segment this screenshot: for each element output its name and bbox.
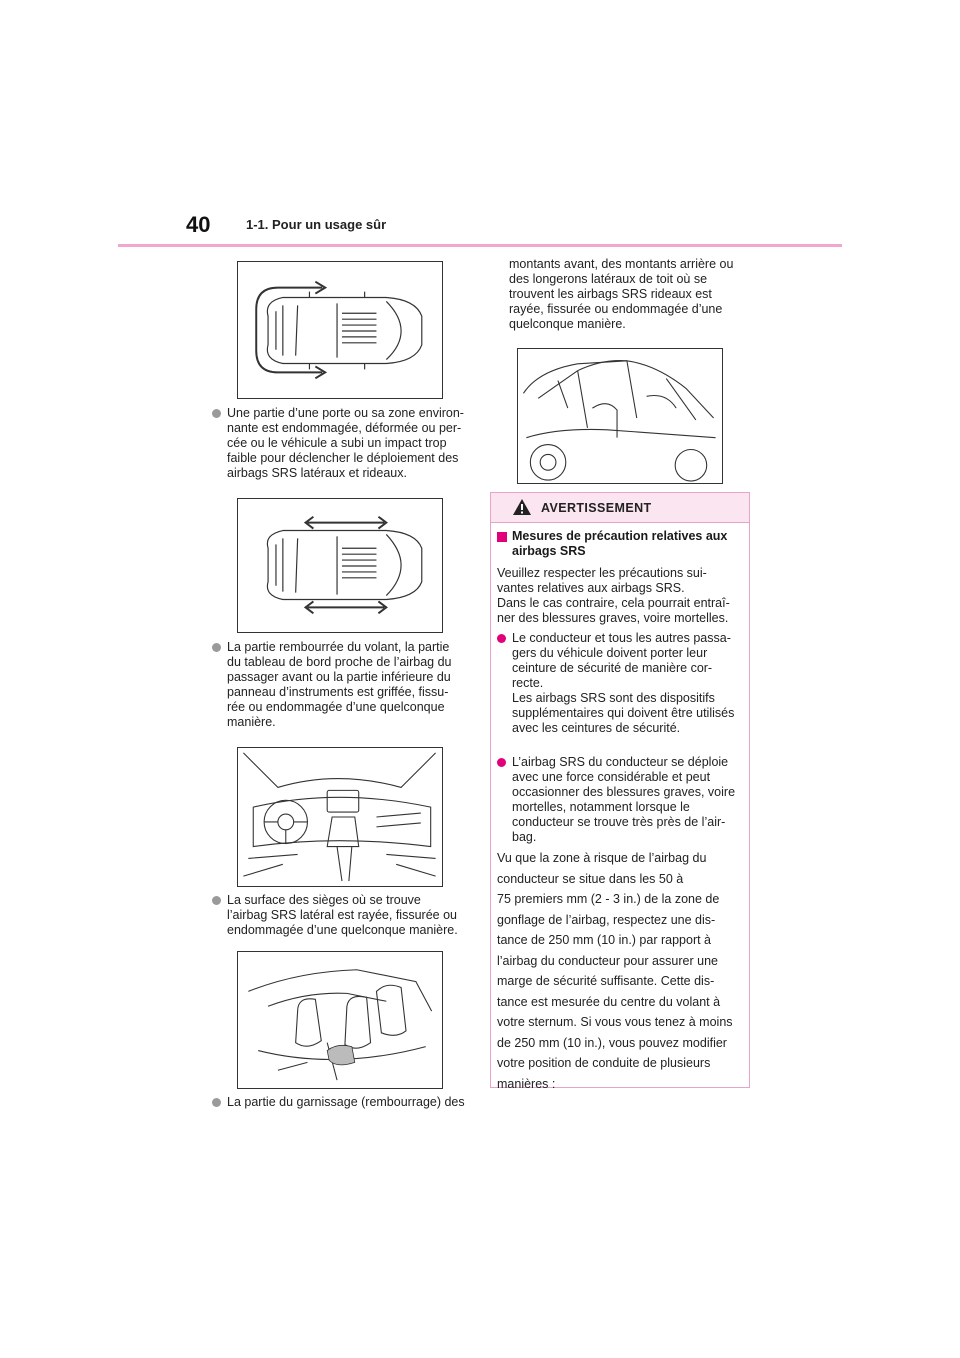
line: quelconque manière. [509, 317, 626, 331]
line: montants avant, des montants arrière ou [509, 257, 734, 271]
warning-bullet-driver-airbag [497, 755, 747, 845]
line: manières : [497, 1076, 556, 1091]
warning-title: AVERTISSEMENT [541, 501, 652, 515]
bullet-dot [212, 409, 221, 418]
line: La partie du garnissage (rembourrage) des [227, 1095, 465, 1109]
line: mortelles, notamment lorsque le [512, 800, 690, 814]
line: trouvent les airbags SRS rideaux est [509, 287, 712, 301]
page-number: 40 [186, 212, 211, 237]
line: marge de sécurité suffisante. Cette dis- [497, 974, 715, 988]
line: panneau d’instruments est griffée, fissu- [227, 685, 449, 699]
line: votre position de conduite de plusieurs [497, 1056, 711, 1070]
line: recte. [512, 676, 544, 690]
line: Le conducteur et tous les autres passa- [512, 631, 731, 645]
warning-intro [497, 566, 747, 626]
pillar-trim-continuation [509, 257, 749, 332]
line: tance de 250 mm (10 in.) par rapport à [497, 933, 712, 947]
figure-car-pillars [517, 348, 723, 484]
line: cée ou le véhicule a subi un impact trop [227, 436, 447, 450]
section-title: 1-1. Pour un usage sûr [246, 217, 387, 232]
line: conducteur se situe dans les 50 à [497, 871, 684, 886]
line: l’airbag du conducteur pour assurer une [497, 953, 718, 968]
line: conducteur se trouve très près de l’air- [512, 815, 726, 829]
line: avec les ceintures de sécurité. [512, 721, 681, 735]
line: Mesures de précaution relatives aux [512, 529, 728, 543]
line: passager avant ou la partie inférieure du [227, 670, 451, 684]
line: votre sternum. Si vous vous tenez à moins [497, 1015, 733, 1029]
line: Dans le cas contraire, cela pourrait entraî- [497, 596, 730, 610]
line: 75 premiers mm (2 - 3 in.) de la zone de [497, 892, 720, 906]
line: faible pour déclencher le déploiement des [227, 451, 459, 465]
bullet-dot [212, 643, 221, 652]
line: occasionner des blessures graves, voire [512, 785, 736, 799]
figure-interior-seats [237, 951, 443, 1089]
bullet-dot [212, 1098, 221, 1107]
heading-square-icon [497, 532, 507, 542]
line: ceinture de sécurité de manière cor- [512, 661, 713, 675]
header-rule [118, 244, 842, 247]
line: nante est endommagée, déformée ou per- [227, 421, 462, 435]
warning-bullet-seatbelt [497, 631, 747, 736]
line: rée ou endommagée d’une quelconque [227, 700, 445, 714]
warning-triangle-icon [512, 498, 532, 516]
bullet-dot [497, 758, 506, 767]
line: gonflage de l’airbag, respectez une dis- [497, 912, 716, 927]
line: gers du véhicule doivent porter leur [512, 646, 708, 660]
figure-car-top-door-arrow [237, 261, 443, 399]
line: de 250 mm (10 in.), vous pouvez modifier [497, 1035, 727, 1050]
car-pillars-illustration [518, 349, 722, 483]
car-top-view-illustration [238, 262, 442, 398]
dashboard-illustration [238, 748, 442, 886]
line: ner des blessures graves, voire mortelles. [497, 611, 729, 625]
figure-car-top-side-arrows [237, 498, 443, 633]
bullet-dot [497, 634, 506, 643]
bullet-steering-dashboard [212, 640, 472, 730]
bullet-pillar-trim [212, 1095, 472, 1110]
line: Les airbags SRS sont des dispositifs [512, 691, 715, 705]
line: Veuillez respecter les précautions sui- [497, 566, 707, 580]
bullet-seat-surface [212, 893, 472, 938]
line: l’airbag SRS latéral est rayée, fissurée ou [227, 908, 457, 922]
line: du tableau de bord proche de l’airbag du [227, 655, 452, 669]
figure-dashboard [237, 747, 443, 887]
bullet-dot [212, 896, 221, 905]
warning-body [497, 848, 747, 1094]
line: Vu que la zone à risque de l’airbag du [497, 851, 707, 865]
line: Une partie d’une porte ou sa zone environ- [227, 406, 464, 420]
line: airbags SRS [512, 544, 586, 558]
warning-heading [497, 529, 742, 559]
line: supplémentaires qui doivent être utilisés [512, 706, 735, 720]
line: La surface des sièges où se trouve [227, 893, 421, 907]
line: La partie rembourrée du volant, la partie [227, 640, 450, 654]
warning-box [490, 492, 750, 1091]
line: des longerons latéraux de toit où se [509, 272, 708, 286]
line: bag. [512, 830, 537, 844]
line: tance est mesurée du centre du volant à [497, 994, 721, 1009]
line: L’airbag SRS du conducteur se déploie [512, 755, 729, 769]
line: manière. [227, 715, 276, 729]
line: airbags SRS latéraux et rideaux. [227, 466, 407, 480]
warning-header [491, 493, 749, 523]
interior-seats-illustration [238, 952, 442, 1088]
bullet-door-damage [212, 406, 472, 481]
line: avec une force considérable et peut [512, 770, 711, 784]
car-top-view-side-illustration [238, 499, 442, 632]
line: rayée, fissurée ou endommagée d’une [509, 302, 723, 316]
line: vantes relatives aux airbags SRS. [497, 581, 685, 595]
line: endommagée d’une quelconque manière. [227, 923, 458, 937]
